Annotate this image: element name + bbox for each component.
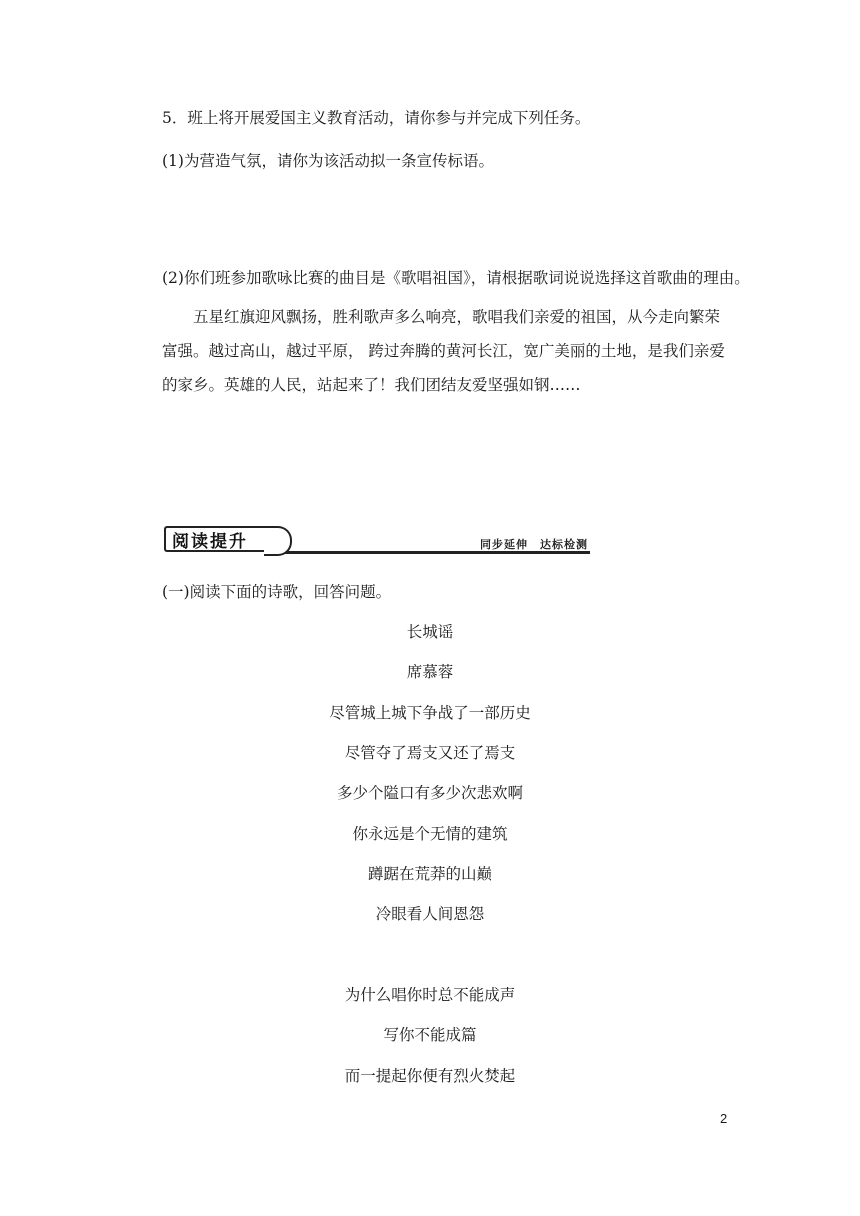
poem-line: 尽管城上城下争战了一部历史 <box>329 704 531 722</box>
poem-author: 席慕蓉 <box>406 663 454 681</box>
poem-line: 你永远是个无情的建筑 <box>352 825 508 843</box>
section-banner <box>164 526 590 556</box>
poem-line: 多少个隘口有多少次悲欢啊 <box>336 784 523 802</box>
song-lyrics-paragraph: 五星红旗迎风飘扬，胜利歌声多么响亮，歌唱我们亲爱的祖国，从今走向繁荣富强。越过高山，越过平原， 跨过奔腾的黄河长江，宽广美丽的土地，是我们亲爱的家乡。英雄的人民，站起来了！我们团结友爱坚强如钢…… <box>162 308 725 394</box>
poem-title: 长城谣 <box>406 623 454 641</box>
question-5-task-1: (1)为营造气氛，请你为该活动拟一条宣传标语。 <box>162 152 494 170</box>
poem-line: 而一提起你便有烈火焚起 <box>344 1067 516 1085</box>
page-number: 2 <box>720 1111 728 1126</box>
banner-title: 阅读提升 <box>172 532 248 552</box>
poem-line: 蹲踞在荒莽的山巅 <box>367 865 492 883</box>
question-5-task-2: (2)你们班参加歌咏比赛的曲目是《歌唱祖国》，请根据歌词说说选择这首歌曲的理由。 <box>162 269 750 287</box>
poem-line: 为什么唱你时总不能成声 <box>344 986 516 1004</box>
poem-line: 尽管夺了焉支又还了焉支 <box>344 744 516 762</box>
poem-line: 冷眼看人间恩怨 <box>375 905 485 923</box>
banner-subtitle: 同步延伸 达标检测 <box>480 538 588 551</box>
reading-instruction: (一)阅读下面的诗歌，回答问题。 <box>162 583 392 601</box>
poem-line: 写你不能成篇 <box>383 1026 477 1044</box>
question-5-prompt: 5．班上将开展爱国主义教育活动，请你参与并完成下列任务。 <box>162 109 591 127</box>
